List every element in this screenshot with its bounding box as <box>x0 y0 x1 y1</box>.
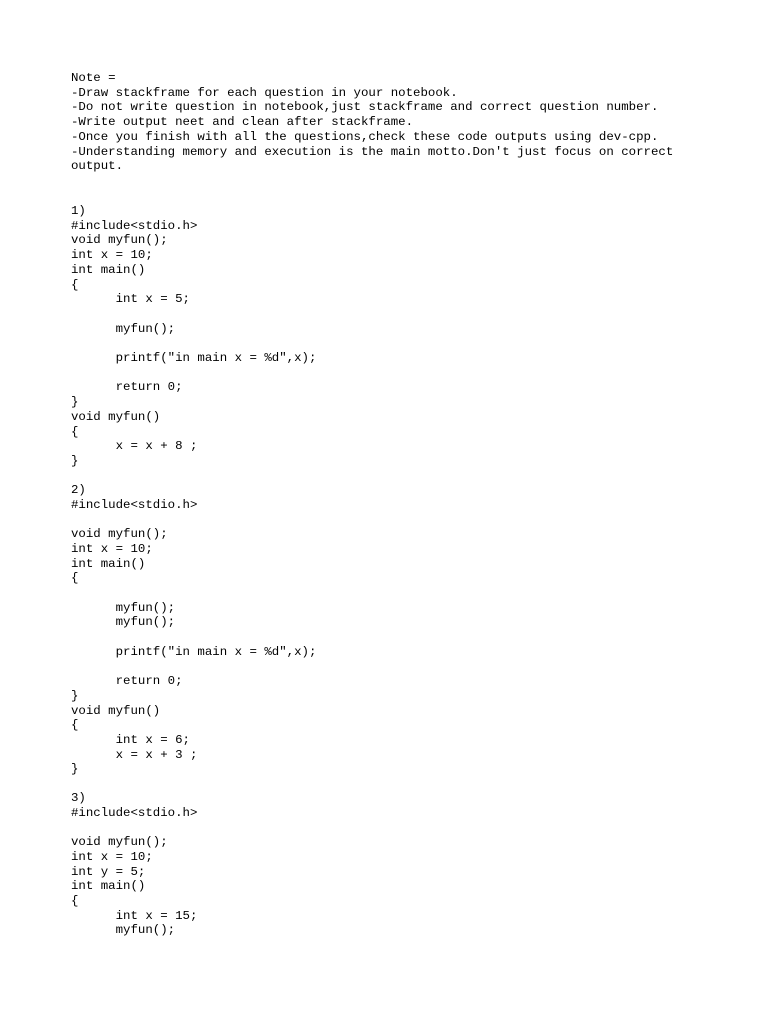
note-line: -Understanding memory and execution is the main motto.Don't just focus on correct <box>71 144 674 159</box>
note-line: -Once you finish with all the questions,check these code outputs using dev-cpp. <box>71 129 659 144</box>
code-line: int main() <box>71 556 146 571</box>
code-listing <box>71 806 197 938</box>
code-line: printf("in main x = %d",x); <box>71 351 317 366</box>
note-line: output. <box>71 159 124 174</box>
code-line: myfun(); <box>71 321 176 336</box>
code-line: int x = 15; <box>71 908 198 923</box>
code-line: int x = 10; <box>71 248 153 263</box>
code-line: int x = 5; <box>71 292 190 307</box>
note-line: -Do not write question in notebook,just stackframe and correct question number. <box>71 100 659 115</box>
code-line: } <box>71 688 79 703</box>
code-line: myfun(); <box>71 615 176 630</box>
note-line: -Draw stackframe for each question in your notebook. <box>71 85 458 100</box>
note-line: -Write output neet and clean after stackframe. <box>71 115 414 130</box>
code-line: { <box>71 571 79 586</box>
code-line: myfun(); <box>71 923 176 938</box>
code-line: void myfun(); <box>71 835 168 850</box>
code-line: #include<stdio.h> <box>71 218 198 233</box>
code-line: int main() <box>71 879 146 894</box>
code-line: return 0; <box>71 380 183 395</box>
code-listing <box>71 498 316 777</box>
code-line: return 0; <box>71 674 183 689</box>
code-line: x = x + 3 ; <box>71 747 198 762</box>
question-number: 3) <box>71 791 86 805</box>
question-number: 2) <box>71 483 86 497</box>
code-line: void myfun(); <box>71 527 168 542</box>
question-3-block <box>71 791 761 938</box>
code-line: } <box>71 395 79 410</box>
code-line: void myfun(); <box>71 233 168 248</box>
code-line: { <box>71 424 79 439</box>
code-line: } <box>71 453 79 468</box>
code-listing <box>71 219 316 468</box>
code-line: myfun(); <box>71 600 176 615</box>
code-line: void myfun() <box>71 409 161 424</box>
question-1-block <box>71 204 761 469</box>
code-line: #include<stdio.h> <box>71 497 198 512</box>
code-line: int x = 10; <box>71 849 153 864</box>
question-number: 1) <box>71 204 86 218</box>
code-line: int main() <box>71 262 146 277</box>
question-2-block <box>71 483 761 777</box>
code-line: #include<stdio.h> <box>71 805 198 820</box>
code-line: { <box>71 277 79 292</box>
code-line: } <box>71 762 79 777</box>
code-line: int x = 6; <box>71 732 190 747</box>
note-line: Note = <box>71 71 116 85</box>
code-line: { <box>71 718 79 733</box>
notes-block <box>71 71 761 174</box>
code-line: { <box>71 893 79 908</box>
code-line: int y = 5; <box>71 864 146 879</box>
code-line: void myfun() <box>71 703 161 718</box>
code-line: x = x + 8 ; <box>71 439 198 454</box>
code-line: int x = 10; <box>71 541 153 556</box>
code-line: printf("in main x = %d",x); <box>71 644 317 659</box>
